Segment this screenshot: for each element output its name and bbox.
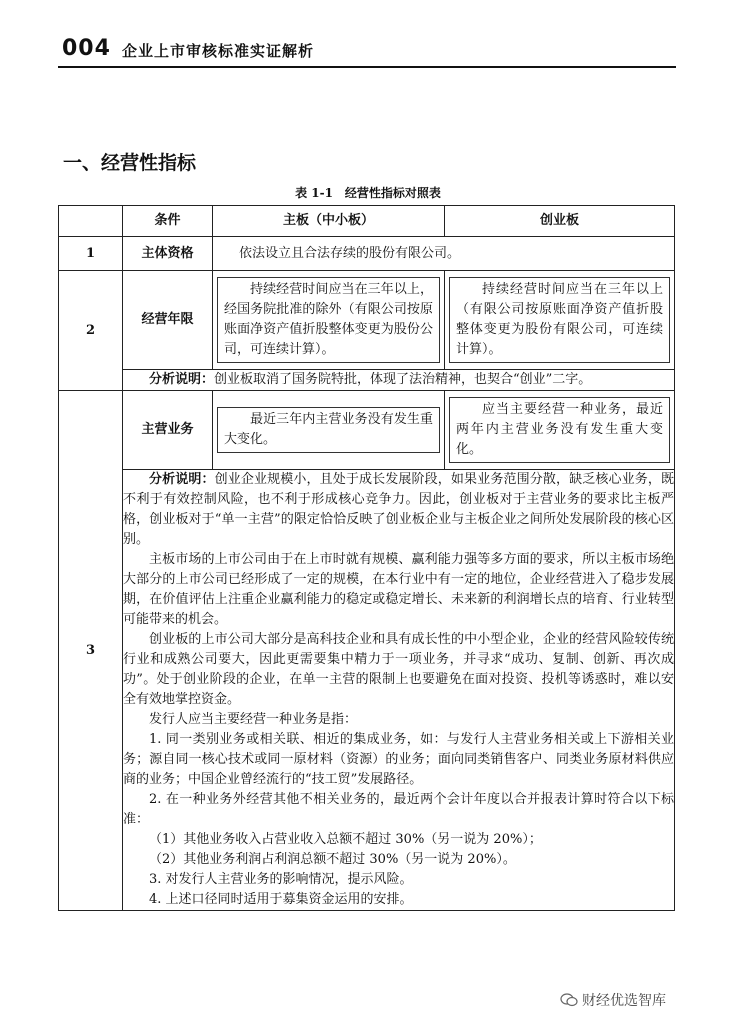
main-board-cell xyxy=(213,391,445,470)
analysis-paragraph: 4. 上述口径同时适用于募集资金运用的安排。 xyxy=(149,892,413,907)
analysis-paragraph: 发行人应当主要经营一种业务是指： xyxy=(149,712,358,727)
main-board-text: 最近三年内主营业务没有发生重大变化。 xyxy=(217,407,440,453)
analysis-label: 分析说明： xyxy=(149,472,215,487)
header-gem: 创业板 xyxy=(445,206,675,237)
analysis-paragraph: 2. 在一种业务外经营其他不相关业务的，最近两个会计年度以合并报表计算时符合以下标准： xyxy=(123,792,674,827)
section-heading: 一、经营性指标 xyxy=(63,152,197,174)
analysis-paragraph: 1. 同一类别业务或相关联、相近的集成业务，如：与发行人主营业务相关或上下游相关业务；源自同一核心技术或同一原材料（资源）的业务；面向同类销售客户、同类业务原材料供应商的业务；中国企业曾经流行的“技工贸”发展路径。 xyxy=(123,732,674,787)
row-text: 依法设立且合法存续的股份有限公司。 xyxy=(213,237,675,271)
chat-bubble-icon xyxy=(560,993,578,1007)
row-number: 3 xyxy=(59,391,123,911)
analysis-cell xyxy=(123,370,675,391)
header-num-cell xyxy=(59,206,123,237)
table-row-3 xyxy=(59,391,675,470)
analysis-cell xyxy=(123,470,675,911)
table-row-1 xyxy=(59,237,675,271)
gem-text: 持续经营时间应当在三年以上（有限公司按原账面净资产值折股整体变更为股份有限公司，可连续计算）。 xyxy=(449,277,670,363)
analysis-text: 创业板取消了国务院特批，体现了法治精神，也契合“创业”二字。 xyxy=(214,372,592,387)
condition-label: 主体资格 xyxy=(123,237,213,271)
main-board-text: 持续经营时间应当在三年以上，经国务院批准的除外（有限公司按原账面净资产值折股整体变更为股份公司，可连续计算）。 xyxy=(217,277,440,363)
condition-label: 主营业务 xyxy=(123,391,213,470)
watermark-text: 财经优选智库 xyxy=(582,993,666,1009)
table-header-row xyxy=(59,206,675,237)
condition-label: 经营年限 xyxy=(123,271,213,370)
table-row-2-analysis xyxy=(59,370,675,391)
analysis-paragraph: （1）其他业务收入占营业收入总额不超过 30%（另一说为 20%）； xyxy=(149,832,542,847)
book-title: 企业上市审核标准实证解析 xyxy=(122,42,315,60)
row-number: 2 xyxy=(59,271,123,391)
analysis-paragraph: 主板市场的上市公司由于在上市时就有规模、赢利能力强等多方面的要求，所以主板市场绝大部分的上市公司已经形成了一定的规模，在本行业中有一定的地位，企业经营进入了稳步发展期，在价值评估上注重企业赢利能力的稳定或稳定增长、未来新的利润增长点的培育、行业转型可能带来的机会。 xyxy=(123,552,674,627)
header-condition: 条件 xyxy=(123,206,213,237)
analysis-paragraph: 创业企业规模小，且处于成长发展阶段，如果业务范围分散，缺乏核心业务，既不利于有效控制风险，也不利于形成核心竞争力。因此，创业板对于主营业务的要求比主板严格，创业板对于“单一主营”的限定恰恰反映了创业板企业与主板企业之间所处发展阶段的核心区别。 xyxy=(123,472,674,547)
table-row-2 xyxy=(59,271,675,370)
row-number: 1 xyxy=(59,237,123,271)
watermark xyxy=(560,990,666,1010)
table-row-3-analysis xyxy=(59,470,675,911)
indicator-comparison-table xyxy=(58,205,675,911)
gem-cell xyxy=(445,391,675,470)
main-board-cell xyxy=(213,271,445,370)
gem-cell xyxy=(445,271,675,370)
header-rule xyxy=(58,66,676,68)
analysis-paragraph: （2）其他业务利润占利润总额不超过 30%（另一说为 20%）。 xyxy=(149,852,516,867)
analysis-label: 分析说明： xyxy=(149,372,215,387)
analysis-paragraph: 3. 对发行人主营业务的影响情况，提示风险。 xyxy=(149,872,413,887)
page-number: 004 xyxy=(62,36,111,61)
header-main-board: 主板（中小板） xyxy=(213,206,445,237)
analysis-paragraph: 创业板的上市公司大部分是高科技企业和具有成长性的中小型企业，企业的经营风险较传统行业和成熟公司要大，因此更需要集中精力于一项业务，并寻求“成功、复制、创新、再次成功”。处于创业阶段的企业，在单一主营的限制上也要避免在面对投资、投机等诱惑时，难以安全有效地掌控资金。 xyxy=(123,632,674,707)
table-caption: 表 1-1 经营性指标对照表 xyxy=(295,186,441,200)
gem-text: 应当主要经营一种业务，最近两年内主营业务没有发生重大变化。 xyxy=(449,397,670,463)
